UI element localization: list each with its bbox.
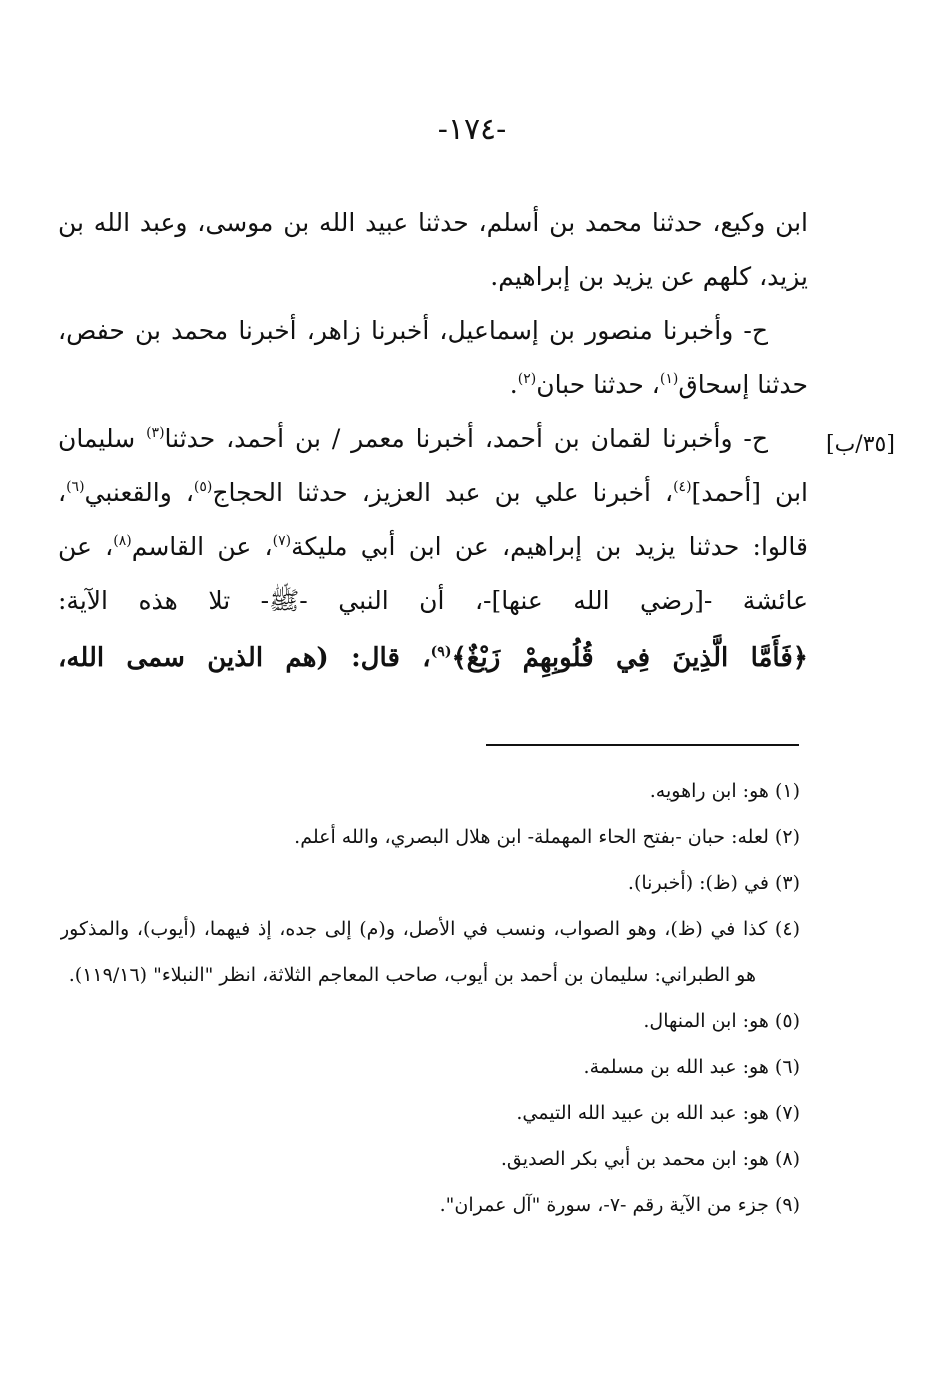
text-fragment: ، قال:: [328, 643, 431, 673]
text-line: [58, 466, 808, 520]
text-line: [58, 520, 808, 574]
main-text: [58, 196, 808, 688]
text-fragment: قالوا: حدثنا يزيد بن إبراهيم، عن ابن أبي مليكة: [291, 532, 808, 561]
text-line: ابن وكيع، حدثنا محمد بن أسلم، حدثنا عبيد الله بن موسى، وعبد الله بن: [58, 208, 808, 237]
footnote: (٢) لعله: حبان -بفتح الحاء المهملة- ابن هلال البصري، والله أعلم.: [294, 826, 800, 848]
text-fragment: ح- وأخبرنا لقمان بن أحمد، أخبرنا معمر / بن أحمد، حدثنا: [164, 424, 768, 453]
text-line: [58, 628, 808, 688]
text-fragment: .: [509, 370, 518, 399]
footnote: (٧) هو: عبد الله بن عبيد الله التيمي.: [516, 1102, 800, 1124]
text-fragment: ، عن القاسم: [131, 532, 273, 561]
footnote-ref: (٧): [272, 533, 292, 549]
text-line: يزيد، كلهم عن يزيد بن إبراهيم.: [490, 262, 808, 291]
footnote-ref: (٤): [673, 479, 692, 495]
footnote-ref: (٥): [193, 479, 213, 495]
text-line: ح- وأخبرنا منصور بن إسماعيل، أخبرنا زاهر، أخبرنا محمد بن حفص،: [58, 316, 768, 345]
footnote-ref: (٣): [146, 425, 165, 441]
footnote-separator: [486, 744, 799, 746]
text-fragment: ،: [58, 478, 67, 507]
text-fragment: ابن [أحمد]: [691, 478, 808, 507]
footnote-ref: (٨): [113, 533, 132, 549]
text-fragment: سليمان: [58, 424, 147, 453]
footnote-ref: (٦): [66, 479, 85, 495]
text-fragment: حدثنا إسحاق: [678, 370, 808, 399]
footnote-continuation: هو الطبراني: سليمان بن أحمد بن أيوب، صاحب المعاجم الثلاثة، انظر "النبلاء" (١١٩/١٦).: [68, 964, 756, 986]
footnote-ref: (٢): [517, 371, 537, 387]
quran-verse: ﴿فَأَمَّا الَّذِينَ فِي قُلُوبِهِمْ زَيْغٌ﴾: [451, 643, 808, 673]
page-number: -١٧٤-: [437, 112, 507, 147]
hadith-quote: (هم الذين سمى الله،: [58, 643, 329, 673]
footnote: (٨) هو: ابن محمد بن أبي بكر الصديق.: [500, 1148, 800, 1170]
text-fragment: ، عن: [58, 532, 114, 561]
text-line: [58, 358, 808, 412]
footnote: (١) هو: ابن راهويه.: [649, 780, 800, 802]
footnote-ref: (٩): [430, 644, 452, 660]
text-line: [58, 412, 808, 466]
footnote-ref: (١): [659, 371, 679, 387]
footnote: (٦) هو: عبد الله بن مسلمة.: [583, 1056, 800, 1078]
text-line: عائشة -[رضي الله عنها]-، أن النبي -ﷺ- تلا هذه الآية:: [58, 586, 808, 615]
text-fragment: ، أخبرنا علي بن عبد العزيز، حدثنا الحجاج: [212, 478, 674, 507]
footnotes: [60, 768, 800, 1228]
manuscript-folio-marker: [٣٥/ب]: [826, 432, 895, 457]
footnote: (٥) هو: ابن المنهال.: [643, 1010, 800, 1032]
footnote: (٤) كذا في (ظ)، وهو الصواب، ونسب في الأصل، و(م) إلى جده، إذ فيهما، (أيوب)، والمذكور: [60, 918, 800, 940]
footnote: (٩) جزء من الآية رقم -٧-، سورة "آل عمران".: [439, 1194, 800, 1216]
footnote: (٣) في (ظ): (أخبرنا).: [627, 872, 800, 894]
text-fragment: ، حدثنا حبان: [536, 370, 660, 399]
text-fragment: ، والقعنبي: [84, 478, 194, 507]
